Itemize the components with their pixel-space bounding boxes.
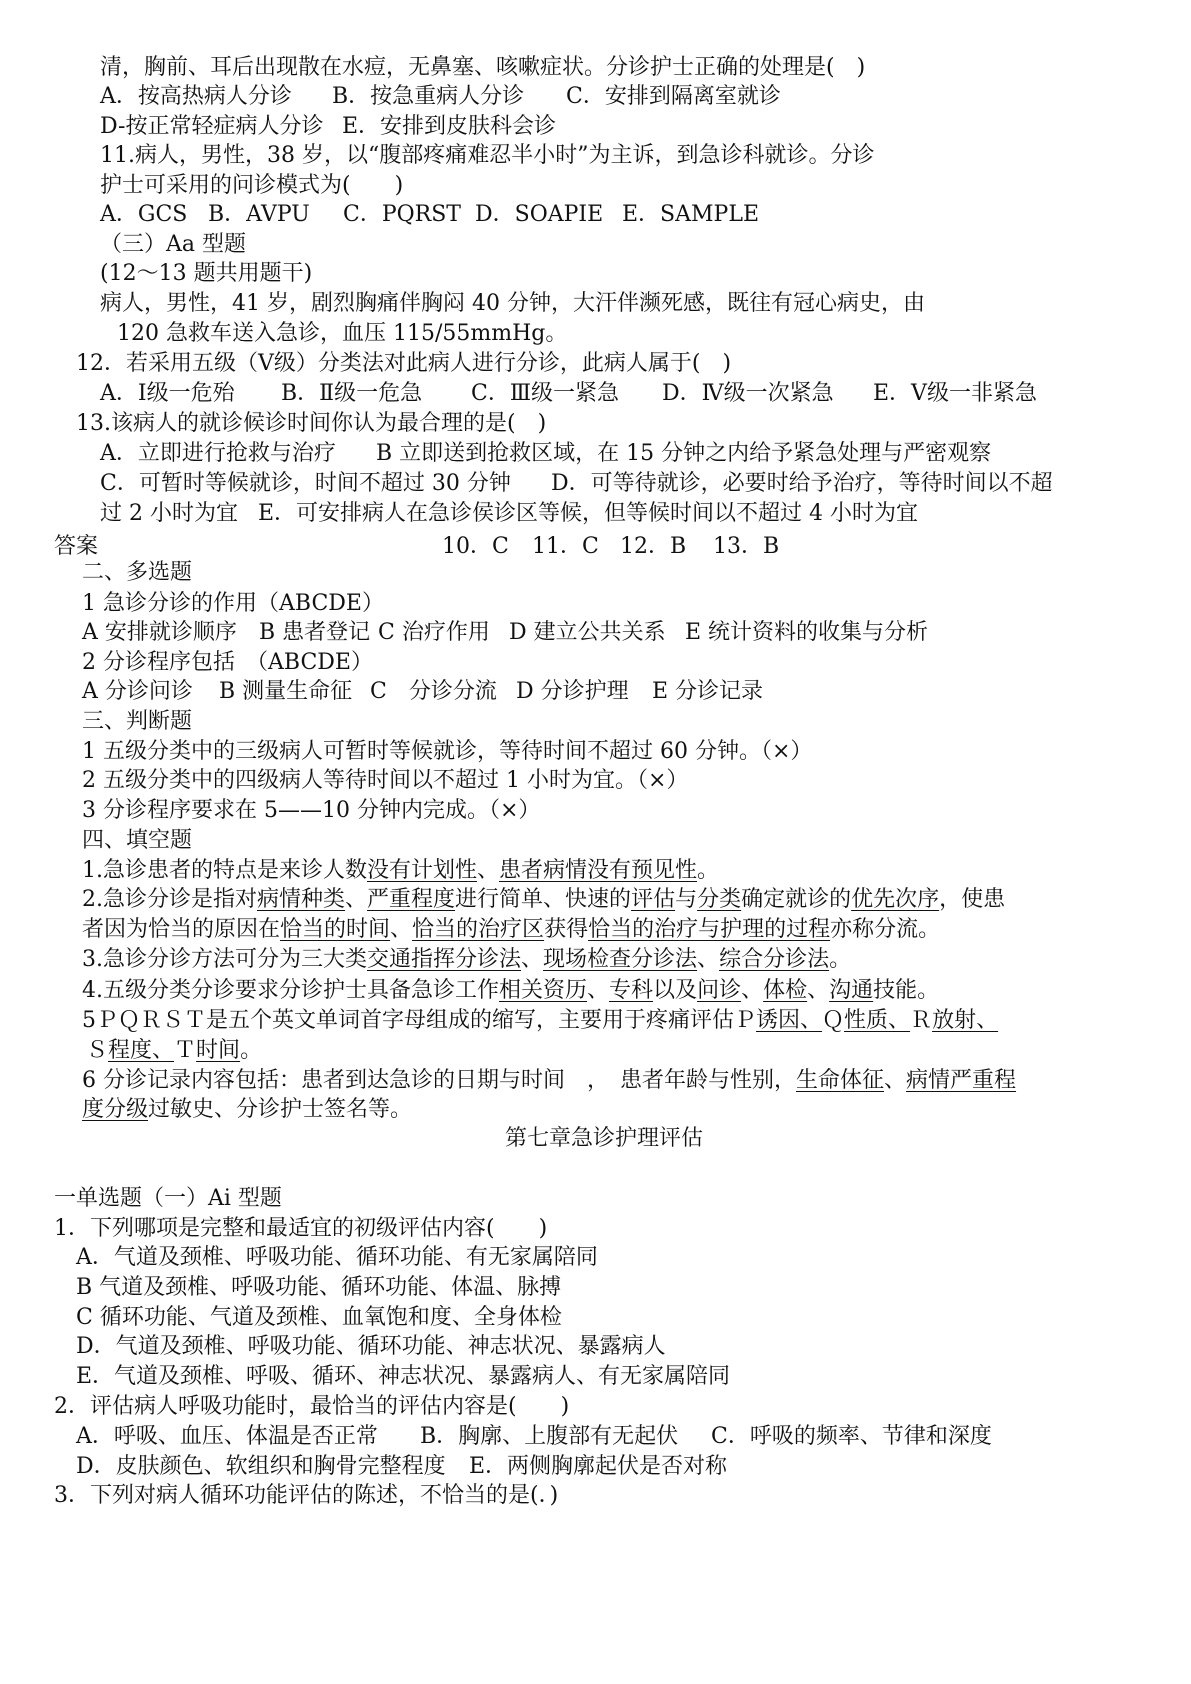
option-row <box>0 83 1191 111</box>
option-b: B 气道及颈椎、呼吸功能、循环功能、体温、脉搏 <box>76 1275 562 1300</box>
option-c: C．呼吸的频率、节律和深度 <box>711 1424 992 1449</box>
answer-item: 11．C <box>532 534 599 559</box>
fill-answer: 放射、 <box>932 1008 999 1033</box>
fill-text: 与 <box>675 887 698 912</box>
option-d: D．Ⅳ级一次紧急 <box>662 381 834 406</box>
fill-answer: 恰当的治疗区 <box>412 917 545 942</box>
option-e: E 分诊记录 <box>652 679 764 704</box>
fill-answer: 分类 <box>697 887 742 912</box>
option-d-continued: 过 2 小时为宜 <box>100 501 238 526</box>
question-stem: 2 分诊程序包括 （ABCDE） <box>82 650 373 675</box>
option-c: C 循环功能、气道及颈椎、血氧饱和度、全身体检 <box>76 1305 562 1330</box>
fill-answer: 专科 <box>609 978 654 1003</box>
section-heading: 二、多选题 <box>82 560 193 585</box>
option-b: B 立即送到抢救区域，在 15 分钟之内给予紧急处理与严密观察 <box>376 441 992 466</box>
option-a: A 分诊问诊 <box>82 679 193 704</box>
fill-text: 确定就诊的 <box>741 887 852 912</box>
fill-answer: 综合分诊法 <box>719 947 830 972</box>
fill-answer: 体检 <box>763 978 808 1003</box>
fill-text: 、 <box>477 858 500 883</box>
chapter-title: 第七章急诊护理评估 <box>505 1126 704 1151</box>
judgement-item: 1 五级分类中的三级病人可暂时等候就诊，等待时间不超过 60 分钟。（×） <box>82 739 813 764</box>
fill-text: 、 <box>521 947 544 972</box>
option-b: B 患者登记 <box>259 620 371 645</box>
fill-answer: 严重程度 <box>367 887 456 912</box>
option-a: A．Ⅰ级一危殆 <box>100 381 235 406</box>
fill-text: Ｒ <box>910 1008 933 1033</box>
option-a: A 安排就诊顺序 <box>82 620 237 645</box>
fill-text: 6 分诊记录内容包括：患者到达急诊的日期与时间 ， 患者年龄与性别， <box>82 1068 796 1093</box>
fill-blank-item-continued <box>82 916 940 944</box>
fill-blank-item <box>82 1007 998 1035</box>
option-d: D．皮肤颜色、软组织和胸骨完整程度 <box>76 1454 446 1479</box>
answer-label: 答案 <box>54 534 99 559</box>
fill-text: 。 <box>697 858 720 883</box>
option-d: D-按正常轻症病人分诊 <box>100 114 324 139</box>
answer-item: 12．B <box>620 534 687 559</box>
fill-text: Ｓ <box>86 1038 109 1063</box>
fill-answer: 患者病情没有预见性 <box>499 858 698 883</box>
option-row <box>0 1423 1191 1451</box>
option-b: B．按急重病人分诊 <box>332 84 525 109</box>
fill-text: Ｑ <box>822 1008 845 1033</box>
option-row <box>0 678 1191 706</box>
option-row <box>0 380 1191 408</box>
option-a: A．按高热病人分诊 <box>100 84 292 109</box>
option-row <box>0 201 1191 229</box>
fill-answer: 评估 <box>631 887 676 912</box>
option-d: D．气道及颈椎、呼吸功能、循环功能、神志状况、暴露病人 <box>76 1334 666 1359</box>
fill-answer: 交通指挥分诊法 <box>367 947 522 972</box>
fill-text: 、 <box>345 887 368 912</box>
fill-text: Ｔ <box>174 1038 197 1063</box>
option-e: E．气道及颈椎、呼吸、循环、神志状况、暴露病人、有无家属陪同 <box>76 1364 731 1389</box>
option-c: C 治疗作用 <box>378 620 490 645</box>
fill-blank-item-continued <box>82 1096 412 1124</box>
answer-item: 10．C <box>442 534 509 559</box>
fill-text: 亦称分流。 <box>830 917 941 942</box>
option-row <box>0 500 1191 528</box>
option-b: B 测量生命征 <box>219 679 353 704</box>
section-subheading: （三）Aa 型题 <box>100 232 246 257</box>
question-stem: 12．若采用五级（Ⅴ级）分类法对此病人进行分诊，此病人属于( ) <box>76 351 732 376</box>
shared-stem-text: 病人，男性，41 岁，剧烈胸痛伴胸闷 40 分钟，大汗伴濒死感，既往有冠心病史，由 <box>100 291 925 316</box>
option-e: E．安排到皮肤科会诊 <box>342 114 557 139</box>
option-d: D．SOAPIE <box>475 202 604 227</box>
option-c: C 分诊分流 <box>370 679 497 704</box>
fill-text: 3.急诊分诊方法可分为三大类 <box>82 947 367 972</box>
fill-text: ，使患 <box>939 887 1006 912</box>
question-stem: 3．下列对病人循环功能评估的陈述，不恰当的是(．) <box>54 1483 559 1508</box>
fill-answer: 恰当的治疗与护理的过程 <box>588 917 831 942</box>
shared-stem-text: 120 急救车送入急诊，血压 115/55mmHg。 <box>117 321 568 346</box>
fill-blank-item-continued <box>86 1037 262 1065</box>
fill-text: 4.五级分类分诊要求分诊护士具备急诊工作 <box>82 978 499 1003</box>
fill-blank-item <box>82 977 939 1005</box>
option-e: E．可安排病人在急诊侯诊区等候，但等候时间以不超过 4 小时为宜 <box>258 501 919 526</box>
option-row <box>0 470 1191 498</box>
option-a: A．呼吸、血压、体温是否正常 <box>76 1424 378 1449</box>
fill-text: 、 <box>390 917 413 942</box>
section-heading: 三、判断题 <box>82 709 193 734</box>
option-c: C．PQRST <box>343 202 461 227</box>
option-d: D．可等待就诊，必要时给予治疗，等待时间以不超 <box>551 471 1053 496</box>
fill-answer: 现场检查分诊法 <box>543 947 698 972</box>
fill-text: 以及 <box>653 978 698 1003</box>
option-row <box>0 619 1191 647</box>
option-row <box>0 440 1191 468</box>
option-c: C．安排到隔离室就诊 <box>566 84 781 109</box>
section-heading: 一单选题（一）Ai 型题 <box>54 1186 282 1211</box>
option-e: E．Ⅴ级一非紧急 <box>873 381 1037 406</box>
fill-answer: 度分级 <box>82 1097 149 1122</box>
option-c: C．可暂时等候就诊，时间不超过 30 分钟 <box>100 471 511 496</box>
option-row <box>0 113 1191 141</box>
fill-text: 1.急诊患者的特点是来诊人数 <box>82 858 367 883</box>
fill-answer: 时间 <box>196 1038 241 1063</box>
fill-text: 、 <box>741 978 764 1003</box>
fill-answer: 诱因、 <box>756 1008 823 1033</box>
option-a: A．气道及颈椎、呼吸功能、循环功能、有无家属陪同 <box>76 1245 598 1270</box>
answer-item: 13．B <box>713 534 780 559</box>
fill-text: 5ＰＱＲＳＴ是五个英文单词首字母组成的缩写，主要用于疼痛评估Ｐ <box>82 1008 756 1033</box>
fill-text: 。 <box>829 947 852 972</box>
fill-answer: 生命体征 <box>796 1068 885 1093</box>
option-row <box>0 1453 1191 1481</box>
fill-text: 获得 <box>544 917 589 942</box>
option-a: A．立即进行抢救与治疗 <box>100 441 336 466</box>
answer-key-row <box>0 533 1191 561</box>
fill-blank-item <box>82 1067 1016 1095</box>
option-d: D 分诊护理 <box>516 679 629 704</box>
fill-text: 、 <box>884 1068 907 1093</box>
shared-stem-label: (12～13 题共用题干) <box>100 261 313 286</box>
question-stem: 1．下列哪项是完整和最适宜的初级评估内容( ) <box>54 1216 548 1241</box>
option-b: B．Ⅱ级一危急 <box>281 381 423 406</box>
fill-blank-item <box>82 857 719 885</box>
fill-answer: 病情种类 <box>257 887 346 912</box>
fill-text: 进行简单、快速的 <box>455 887 632 912</box>
question-stem: 11.病人，男性，38 岁，以“腹部疼痛难忍半小时”为主诉，到急诊科就诊。分诊 <box>100 143 875 168</box>
fill-text: 、 <box>587 978 610 1003</box>
question-stem-continued: 护士可采用的问诊模式为( ) <box>100 173 404 198</box>
fill-answer: 病情严重程 <box>906 1068 1017 1093</box>
option-e: E 统计资料的收集与分析 <box>685 620 929 645</box>
option-e: E．两侧胸廓起伏是否对称 <box>469 1454 728 1479</box>
fill-blank-item <box>82 946 851 974</box>
fill-text: 技能。 <box>873 978 940 1003</box>
fill-answer: 没有计划性 <box>367 858 478 883</box>
section-heading: 四、填空题 <box>82 828 193 853</box>
option-d: D 建立公共关系 <box>509 620 666 645</box>
fill-text: 、 <box>807 978 830 1003</box>
fill-answer: 相关资历 <box>499 978 588 1003</box>
fill-text: 2.急诊分诊是指对 <box>82 887 257 912</box>
fill-blank-item <box>82 886 1005 914</box>
fill-text: 过敏史、分诊护士签名等。 <box>148 1097 413 1122</box>
fill-answer: 优先次序 <box>851 887 940 912</box>
option-a: A．GCS <box>100 202 188 227</box>
question-stem: 2．评估病人呼吸功能时，最恰当的评估内容是( ) <box>54 1394 570 1419</box>
fill-answer: 问诊 <box>697 978 742 1003</box>
judgement-item: 2 五级分类中的四级病人等待时间以不超过 1 小时为宜。（×） <box>82 768 689 793</box>
question-stem-continued: 清，胸前、耳后出现散在水痘，无鼻塞、咳嗽症状。分诊护士正确的处理是( ) <box>100 55 866 80</box>
option-e: E．SAMPLE <box>622 202 760 227</box>
fill-answer: 恰当的时间 <box>280 917 391 942</box>
fill-answer: 沟通 <box>829 978 874 1003</box>
fill-text: 者因为恰当的原因在 <box>82 917 281 942</box>
question-stem: 1 急诊分诊的作用（ABCDE） <box>82 591 384 616</box>
judgement-item: 3 分诊程序要求在 5——10 分钟内完成。（×） <box>82 798 541 823</box>
question-stem: 13.该病人的就诊候诊时间你认为最合理的是( ) <box>76 411 547 436</box>
fill-text: 、 <box>697 947 720 972</box>
fill-text: 。 <box>240 1038 263 1063</box>
fill-answer: 程度、 <box>108 1038 175 1063</box>
fill-answer: 性质、 <box>844 1008 911 1033</box>
option-b: B．AVPU <box>208 202 310 227</box>
option-b: B．胸廓、上腹部有无起伏 <box>420 1424 679 1449</box>
option-c: C．Ⅲ级一紧急 <box>471 381 620 406</box>
